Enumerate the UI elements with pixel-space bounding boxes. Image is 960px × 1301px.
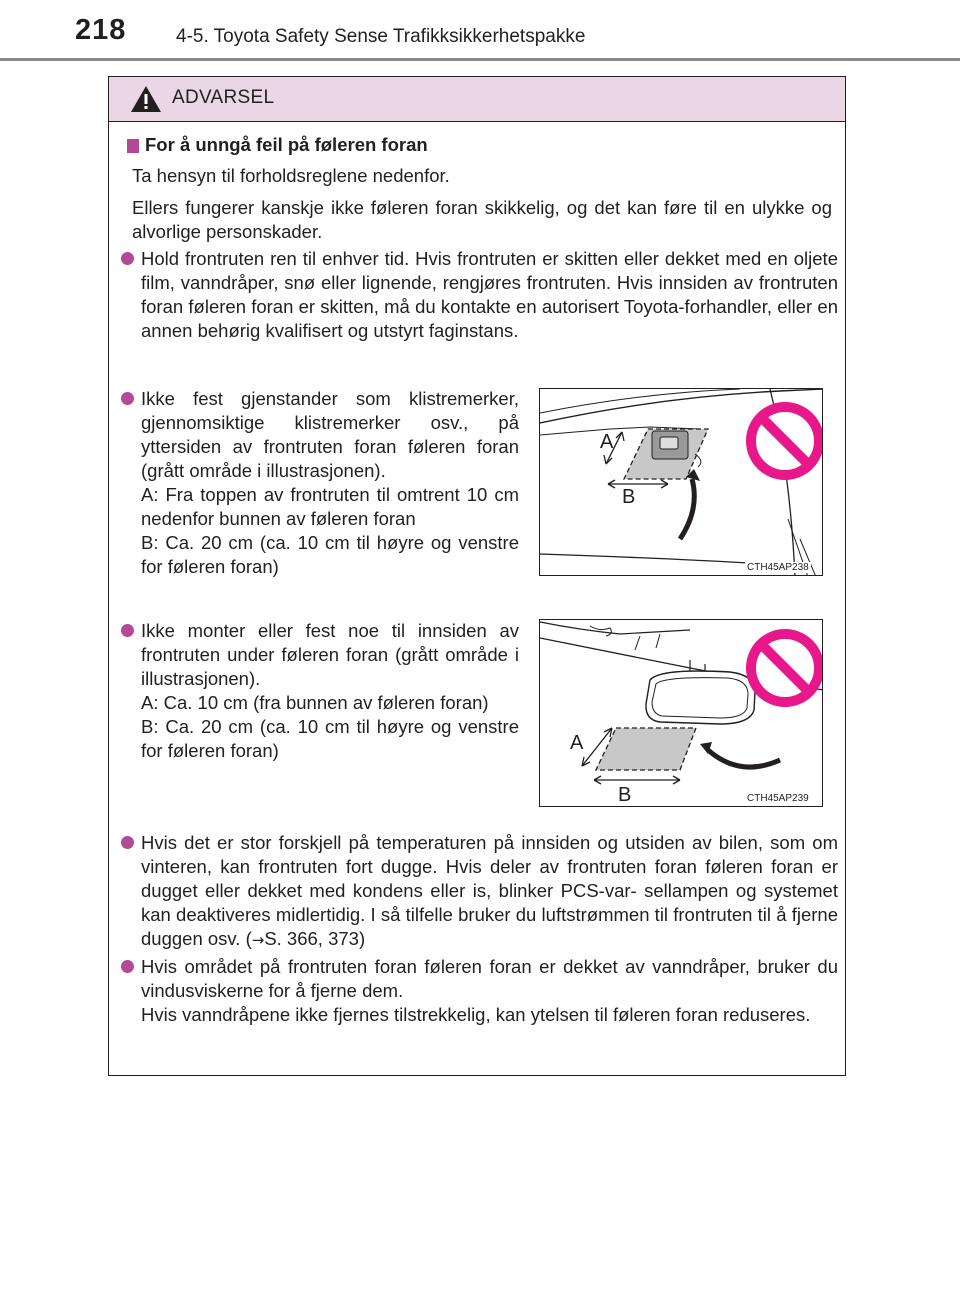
crossref-pages: S. 366, 373) (264, 928, 366, 949)
bullet-1: Hold frontruten ren til enhver tid. Hvis frontruten er skitten eller dekket med en oljete film, vanndråper, snø eller lignende, rengjøres frontruten. Hvis innsiden av frontruten foran føleren foran er skitten, må du kontakte en autorisert Toyota-forhandler, eller en annen behørig kvalifisert og utstyrt faginstans. (141, 248, 838, 341)
bullet-dot-icon (121, 836, 134, 849)
mirror-inside-illustration (540, 620, 823, 807)
bullet-5: Hvis området på frontruten foran føleren foran er dekket av vanndråper, bruker du vindusviskerne for å fjerne dem. (141, 956, 838, 1001)
bullet-5-note: Hvis vanndråpene ikke fjernes tilstrekkelig, kan ytelsen til føleren foran reduseres. (141, 1004, 811, 1025)
warning-box (108, 76, 846, 1076)
figure-2 (539, 619, 823, 807)
bullet-3 (141, 619, 519, 763)
figure-1 (539, 388, 823, 576)
warning-title: ADVARSEL (172, 87, 275, 108)
crossref-arrow-icon: → (251, 931, 265, 949)
bullet-dot-icon (121, 624, 134, 637)
bullet-3-b: B: Ca. 20 cm (ca. 10 cm til høyre og venstre for føleren foran) (141, 716, 519, 761)
figure-1-label-a: A (600, 431, 614, 453)
section-square-icon (127, 139, 139, 153)
figure-1-label-b: B (622, 486, 636, 508)
bullet-2-text: Ikke fest gjenstander som klistremerker, gjennomsiktige klistremerker osv., på yttersiden av frontruten foran føleren foran (grått område i illustrasjonen). (141, 388, 519, 481)
bullet-3-a: A: Ca. 10 cm (fra bunnen av føleren foran) (141, 692, 489, 713)
warning-triangle-icon (130, 85, 162, 113)
bullet-3-text: Ikke monter eller fest noe til innsiden av frontruten under føleren foran (grått område i illustrasjonen). (141, 620, 519, 689)
figure-2-code: CTH45AP239 (747, 793, 809, 804)
intro-paragraph-2: Ellers fungerer kanskje ikke føleren foran skikkelig, og det kan føre til en ulykke og alvorlige personskader. (132, 197, 832, 242)
figure-2-label-a: A (570, 732, 584, 754)
bullet-4 (141, 831, 838, 952)
header-divider (0, 58, 960, 61)
windshield-outside-illustration (540, 389, 823, 576)
intro-paragraph-1: Ta hensyn til forholdsreglene nedenfor. (132, 165, 450, 186)
bullet-4-text: Hvis det er stor forskjell på temperaturen på innsiden og utsiden av bilen, som om vinteren, kan frontruten fort dugge. Hvis deler av frontruten foran føleren foran er dugget eller dekket med kondens eller is, blinker PCS-var- sellampen og systemet kan deaktiveres midlertidig. I så tilfelle bruker du luftstrømmen til frontruten til å fjerne duggen osv. ( (141, 832, 838, 949)
section-title: For å unngå feil på føleren foran (145, 134, 428, 155)
page-header (0, 0, 960, 60)
bullet-dot-icon (121, 252, 134, 265)
figure-2-label-b: B (618, 784, 632, 806)
page-number: 218 (75, 14, 127, 46)
bullet-2-a: A: Fra toppen av frontruten til omtrent 10 cm nedenfor bunnen av føleren foran (141, 484, 519, 529)
bullet-dot-icon (121, 392, 134, 405)
warning-header (109, 77, 845, 122)
bullet-2-b: B: Ca. 20 cm (ca. 10 cm til høyre og venstre for føleren foran) (141, 532, 519, 577)
bullet-dot-icon (121, 960, 134, 973)
chapter-title: 4-5. Toyota Safety Sense Trafikksikkerhetspakke (176, 26, 586, 47)
figure-1-code: CTH45AP238 (747, 562, 809, 573)
bullet-2 (141, 387, 519, 579)
